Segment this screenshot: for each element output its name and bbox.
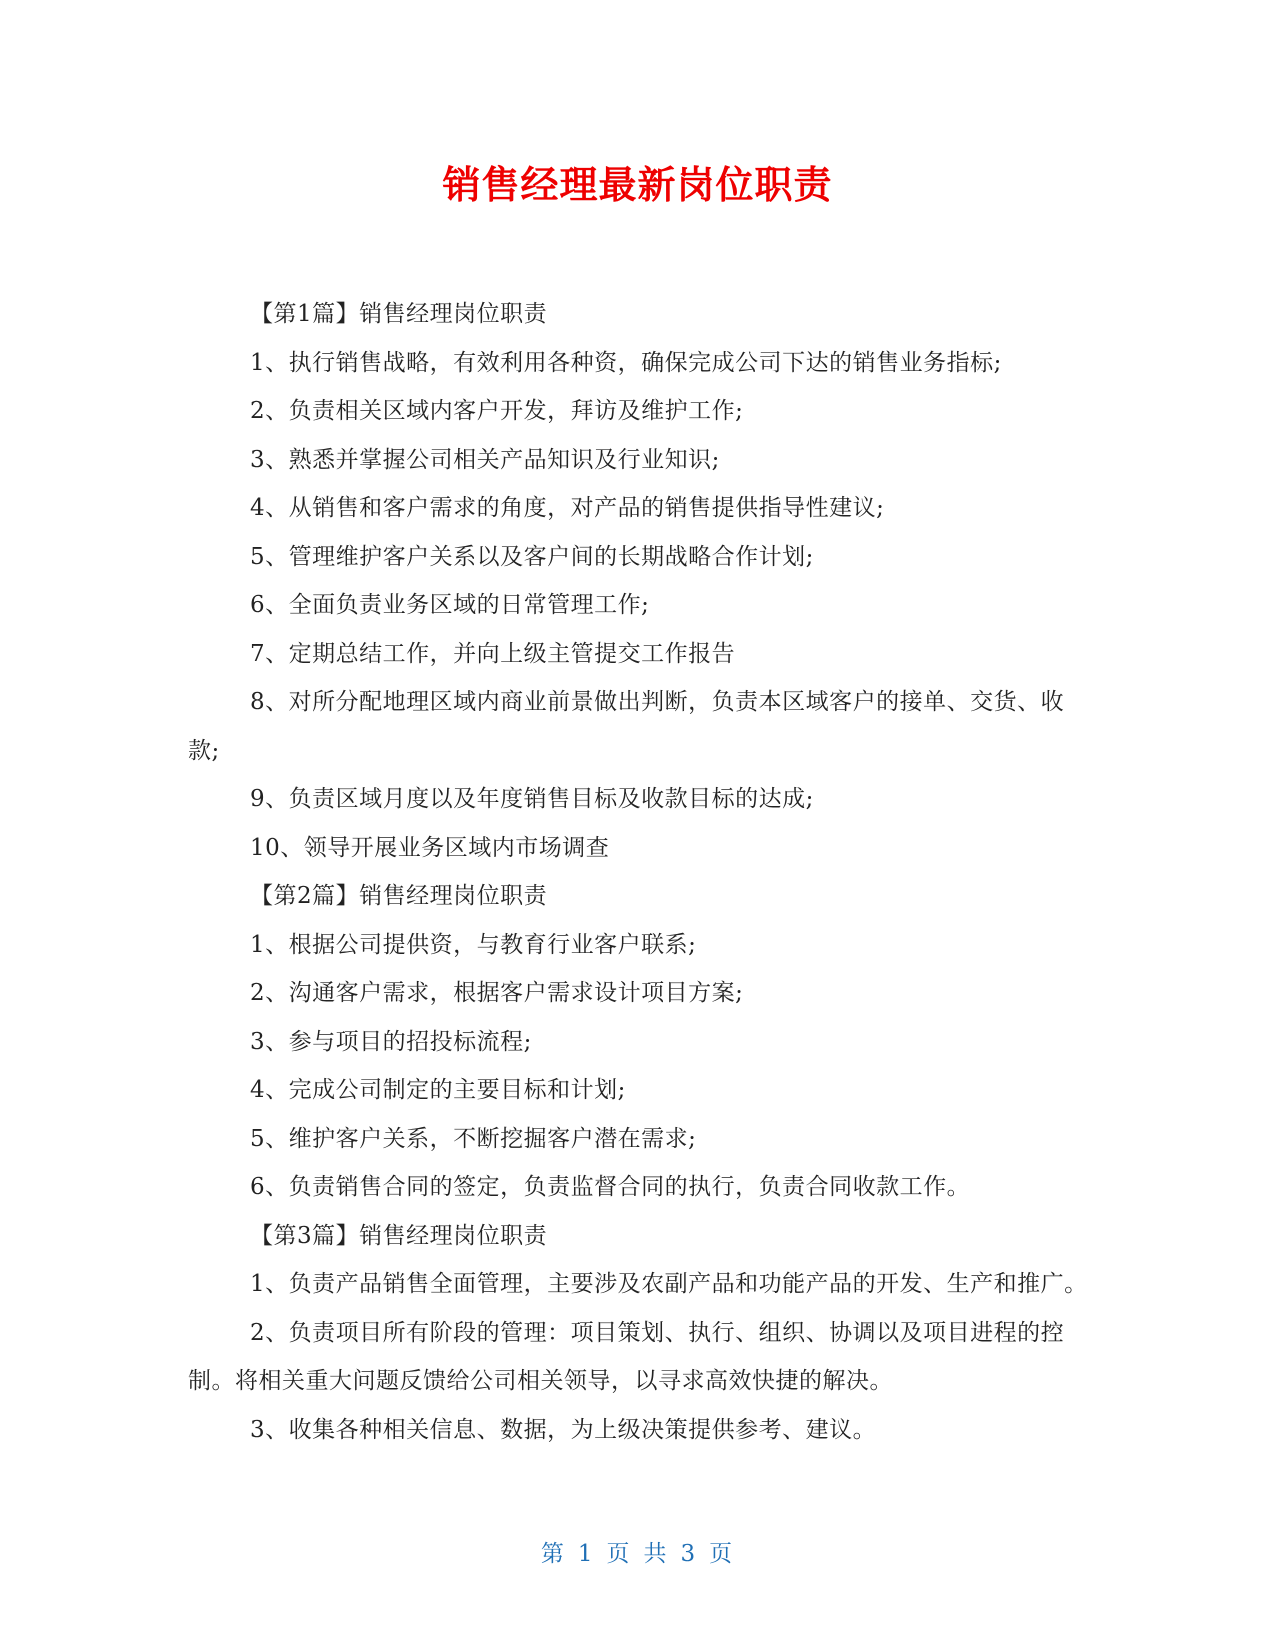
paragraph: 6、负责销售合同的签定，负责监督合同的执行，负责合同收款工作。 <box>250 1174 971 1200</box>
document-body <box>188 290 1088 1454</box>
footer-page-word: 第 <box>540 1541 566 1567</box>
paragraph: 1、执行销售战略，有效利用各种资，确保完成公司下达的销售业务指标; <box>250 349 1002 376</box>
paragraph: 9、负责区域月度以及年度销售目标及收款目标的达成; <box>250 786 814 812</box>
paragraph: 4、完成公司制定的主要目标和计划; <box>250 1077 626 1103</box>
paragraph: 10、领导开展业务区域内市场调查 <box>250 834 610 861</box>
paragraph: 1、根据公司提供资，与教育行业客户联系; <box>250 931 697 958</box>
paragraph: 2、负责相关区域内客户开发，拜访及维护工作; <box>250 398 744 424</box>
document-title: 销售经理最新岗位职责 <box>442 163 833 207</box>
paragraph: 3、参与项目的招投标流程; <box>250 1028 532 1055</box>
paragraph: 2、沟通客户需求，根据客户需求设计项目方案; <box>250 980 744 1006</box>
section-heading-3: 【第3篇】销售经理岗位职责 <box>250 1222 548 1249</box>
paragraph: 2、负责项目所有阶段的管理：项目策划、执行、组织、协调以及项目进程的控制。将相关重大问题反馈给公司相关领导，以寻求高效快捷的解决。 <box>188 1319 1065 1394</box>
paragraph: 8、对所分配地理区域内商业前景做出判断，负责本区域客户的接单、交货、收款; <box>188 689 1065 764</box>
paragraph: 5、管理维护客户关系以及客户间的长期战略合作计划; <box>250 543 814 570</box>
section-heading-2: 【第2篇】销售经理岗位职责 <box>250 883 548 909</box>
paragraph: 3、熟悉并掌握公司相关产品知识及行业知识; <box>250 446 720 473</box>
paragraph: 7、定期总结工作，并向上级主管提交工作报告 <box>250 640 736 667</box>
footer-page-unit: 页 <box>606 1541 632 1567</box>
section-heading-1: 【第1篇】销售经理岗位职责 <box>250 301 548 327</box>
paragraph: 4、从销售和客户需求的角度，对产品的销售提供指导性建议; <box>250 495 885 521</box>
paragraph: 1、负责产品销售全面管理，主要涉及农副产品和功能产品的开发、生产和推广。 <box>250 1271 1088 1297</box>
paragraph: 6、全面负责业务区域的日常管理工作; <box>250 592 650 618</box>
paragraph: 3、收集各种相关信息、数据，为上级决策提供参考、建议。 <box>250 1416 877 1443</box>
footer-page-current: 1 <box>577 1541 595 1567</box>
footer-page-total: 3 <box>680 1541 698 1567</box>
page-footer <box>0 1535 1275 1568</box>
footer-total-word: 共 <box>643 1541 669 1567</box>
footer-total-unit: 页 <box>709 1541 735 1567</box>
paragraph: 5、维护客户关系，不断挖掘客户潜在需求; <box>250 1125 697 1152</box>
